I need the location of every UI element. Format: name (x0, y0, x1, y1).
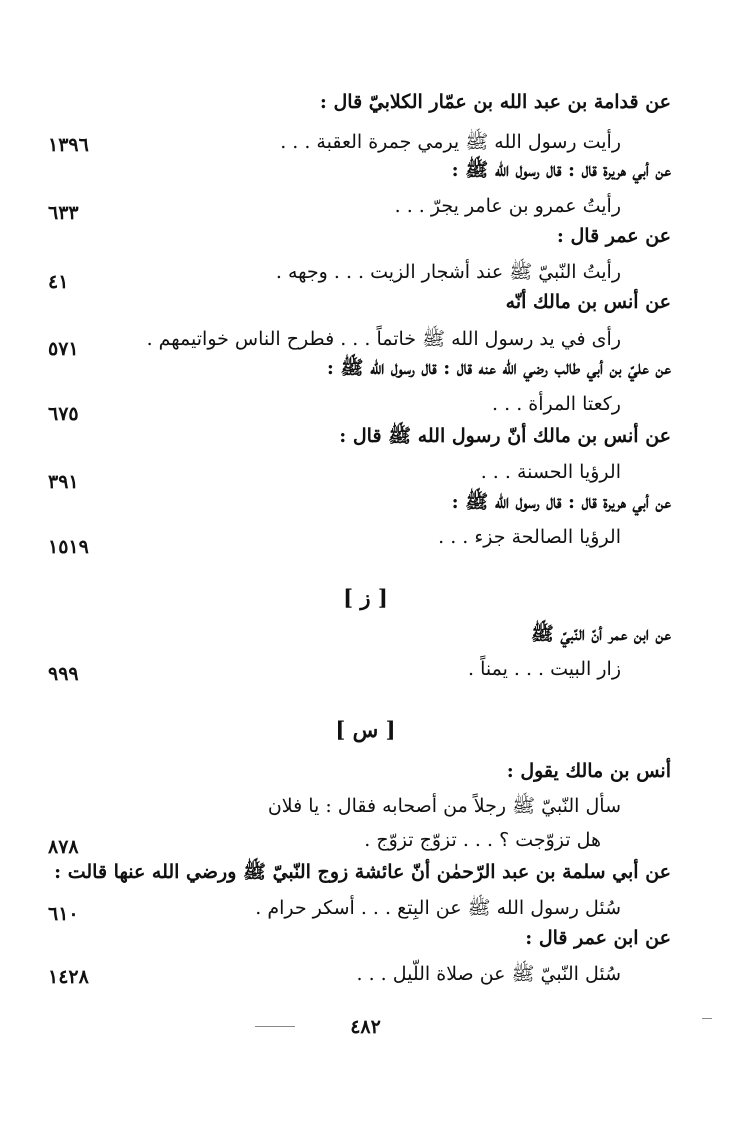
hadith-number: ٨٧٨ (48, 836, 79, 858)
hadith-text: رأى في يد رسول الله ﷺ خاتماً . . . فطرح الناس خواتيمهم . (146, 328, 621, 350)
narrator-line: عن أبي هريرة قال : قال رسول الله ﷺ : (451, 159, 671, 181)
hadith-text: رأيت رسول الله ﷺ يرمي جمرة العقبة . . . (280, 131, 621, 153)
hadith-number: ٤١ (48, 271, 69, 293)
narrator-line: عن أنس بن مالك أنّ رسول الله ﷺ قال : (339, 425, 671, 447)
hadith-number: ٦١٠ (48, 903, 79, 925)
hadith-text: سُئل رسول الله ﷺ عن البِتع . . . أسكر حرام . (255, 897, 621, 919)
narrator-line: عن أبي سلمة بن عبد الرّحمٰن أنّ عائشة زوج النّبيّ ﷺ ورضي الله عنها قالت : (54, 861, 671, 883)
hadith-text-continued: هل تزوّجت ؟ . . . تزوّج تزوّج . (364, 829, 601, 851)
hadith-number: ٦٧٥ (48, 403, 79, 425)
hadith-text: ركعتا المرأة . . . (492, 393, 621, 415)
narrator-line: عن عمر قال : (556, 225, 671, 247)
section-heading-sin: [ س ] (335, 717, 396, 742)
hadith-text: الرؤيا الصالحة جزء . . . (438, 526, 621, 548)
hadith-text: رأيتُ النّبيّ ﷺ عند أشجار الزيت . . . وجهه . (275, 261, 621, 283)
hadith-number: ١٣٩٦ (48, 134, 89, 156)
narrator-line: عن عليّ بن أبي طالب رضي الله عنه قال : قال رسول الله ﷺ : (326, 357, 671, 379)
narrator-line: عن قدامة بن عبد الله بن عمّار الكلابيّ قال : (319, 91, 671, 113)
narrator-line: عن ابن عمر قال : (525, 927, 671, 949)
section-heading-zay: [ ز ] (343, 585, 388, 610)
hadith-number: ٦٣٣ (48, 202, 79, 224)
hadith-text: سأل النّبيّ ﷺ رجلاً من أصحابه فقال : يا فلان (267, 795, 621, 817)
page-number: ٤٨٢ (350, 1016, 381, 1038)
hadith-text: الرؤيا الحسنة . . . (480, 461, 621, 483)
narrator-line: عن ابن عمر أنّ النّبيّ ﷺ (530, 623, 671, 645)
hadith-text: رأيتُ عمرو بن عامر يجرّ . . . (394, 195, 621, 217)
narrator-line: عن أبي هريرة قال : قال رسول الله ﷺ : (451, 491, 671, 513)
narrator-line: أنس بن مالك يقول : (506, 760, 671, 782)
hadith-text: زار البيت . . . يمناً . (467, 658, 621, 680)
narrator-line: عن أنس بن مالك أنّه (505, 291, 671, 313)
hadith-number: ١٥١٩ (48, 536, 89, 558)
hadith-number: ٩٩٩ (48, 663, 79, 685)
hadith-number: ٥٧١ (48, 338, 79, 360)
hadith-number: ١٤٢٨ (48, 966, 89, 988)
hadith-text: سُئل النّبيّ ﷺ عن صلاة اللّيل . . . (356, 963, 621, 985)
hadith-number: ٣٩١ (48, 471, 79, 493)
